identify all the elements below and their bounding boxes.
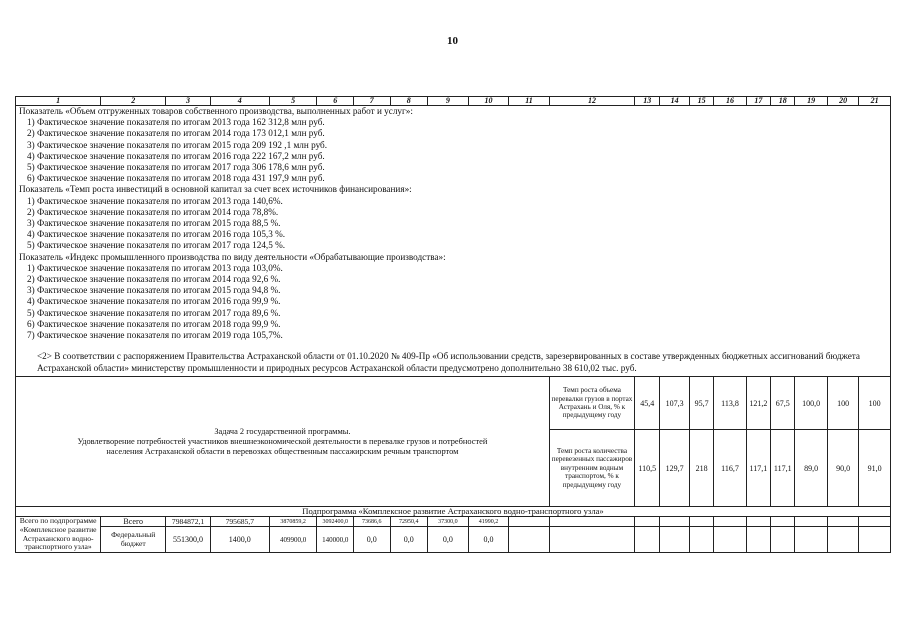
page-number: 10 (447, 35, 458, 47)
column-number: 5 (269, 97, 317, 106)
empty-cell (746, 517, 770, 527)
funding-value: 140000,0 (317, 527, 354, 553)
column-number: 1 (16, 97, 101, 106)
indicator-group-title: Показатель «Объем отгруженных товаров собственного производства, выполненных работ и услуг»: (19, 106, 413, 116)
subprogram-total-row (16, 517, 891, 527)
indicator-value: 100 (859, 377, 891, 430)
funding-value: 0,0 (468, 527, 509, 553)
indicator-value: 113,8 (714, 377, 746, 430)
indicator-line: 6) Фактическое значение показателя по итогам 2018 года 431 197,9 млн руб. (27, 173, 325, 184)
empty-cell (549, 517, 634, 527)
column-number: 18 (771, 97, 795, 106)
column-number: 21 (859, 97, 891, 106)
indicator-line: 1) Фактическое значение показателя по итогам 2013 года 162 312,8 млн руб. (27, 117, 325, 128)
empty-cell (660, 527, 689, 553)
empty-cell (635, 527, 660, 553)
column-number: 16 (714, 97, 746, 106)
column-number: 12 (549, 97, 634, 106)
empty-cell (714, 517, 746, 527)
subprogram-title: Подпрограмма «Комплексное развитие Астраханского водно-транспортного узла» (16, 507, 891, 517)
indicator-line: 5) Фактическое значение показателя по итогам 2017 года 124,5 %. (27, 240, 286, 251)
funding-value: 3092400,0 (317, 517, 354, 527)
indicator-group-title: Показатель «Индекс промышленного производства по виду деятельности «Обрабатывающие производства»: (19, 251, 446, 262)
column-number: 15 (689, 97, 713, 106)
empty-cell (795, 517, 827, 527)
funding-value: 73686,6 (353, 517, 390, 527)
column-number: 2 (101, 97, 166, 106)
indicator-line: 1) Фактическое значение показателя по итогам 2013 года 103,0%. (27, 262, 283, 273)
indicator-group-title: Показатель «Темп роста инвестиций в основной капитал за счет всех источников финансирования»: (19, 184, 412, 195)
footnote: <2> В соответствии с распоряжением Правительства Астраханской области от 01.10.2020 № 409-Пр «Об использовании средств, зарезервированных в составе утвержденных бюджетных ассигнований бюджета Астраханской области» министерству промышленности и природных ресурсов Астраханской области предусмотрено дополнительно 38 610,02 тыс. руб. (37, 351, 861, 373)
column-number: 9 (428, 97, 469, 106)
indicator-value: 100,0 (795, 377, 827, 430)
indicator-value: 67,5 (771, 377, 795, 430)
indicator-line: 3) Фактическое значение показателя по итогам 2015 года 94,8 %. (27, 285, 281, 296)
empty-cell (746, 527, 770, 553)
indicator-value: 117,1 (771, 430, 795, 507)
indicator-value: 116,7 (714, 430, 746, 507)
indicator-line: 2) Фактическое значение показателя по итогам 2014 года 173 012,1 млн руб. (27, 128, 325, 139)
funding-value: 0,0 (390, 527, 428, 553)
indicator-name: Темп роста объема перевалки грузов в портах Астрахань и Оля, % к предыдущему году (549, 377, 634, 430)
indicator-line: 3) Фактическое значение показателя по итогам 2015 года 88,5 %. (27, 218, 281, 229)
task-row-1 (16, 377, 891, 430)
indicator-line: 6) Фактическое значение показателя по итогам 2018 года 99,9 %. (27, 318, 281, 329)
empty-cell (859, 527, 891, 553)
empty-cell (509, 527, 550, 553)
column-number: 6 (317, 97, 354, 106)
column-number: 8 (390, 97, 428, 106)
indicator-line: 4) Фактическое значение показателя по итогам 2016 года 105,3 %. (27, 229, 286, 240)
indicator-line: 5) Фактическое значение показателя по итогам 2017 года 306 178,6 млн руб. (27, 162, 325, 173)
indicator-value: 121,2 (746, 377, 770, 430)
empty-cell (660, 517, 689, 527)
column-number: 13 (635, 97, 660, 106)
subprogram-row-label: Всего по подпрограмме «Комплексное развитие Астраханского водно-транспортного узла» (16, 517, 101, 553)
indicator-line: 2) Фактическое значение показателя по итогам 2014 года 78,8%. (27, 206, 279, 217)
column-number: 19 (795, 97, 827, 106)
funding-value: 1400,0 (210, 527, 269, 553)
subprogram-title-row (16, 507, 891, 517)
funding-value: 7984872,1 (166, 517, 211, 527)
funding-value: 795685,7 (210, 517, 269, 527)
empty-cell (714, 527, 746, 553)
funding-value: 551300,0 (166, 527, 211, 553)
column-number: 14 (660, 97, 689, 106)
funding-value: 3870859,2 (269, 517, 317, 527)
empty-cell (689, 517, 713, 527)
column-number: 4 (210, 97, 269, 106)
empty-cell (689, 527, 713, 553)
empty-cell (771, 517, 795, 527)
column-number: 20 (827, 97, 858, 106)
empty-cell (827, 527, 858, 553)
funding-value: 72950,4 (390, 517, 428, 527)
indicator-value: 110,5 (635, 430, 660, 507)
empty-cell (771, 527, 795, 553)
column-number: 3 (166, 97, 211, 106)
indicator-notes-row (16, 106, 891, 377)
indicator-line: 4) Фактическое значение показателя по итогам 2016 года 99,9 %. (27, 296, 281, 307)
indicator-line: 7) Фактическое значение показателя по итогам 2019 года 105,7%. (27, 330, 283, 341)
indicator-line: 4) Фактическое значение показателя по итогам 2016 года 222 167,2 млн руб. (27, 150, 325, 161)
indicator-value: 95,7 (689, 377, 713, 430)
subprogram-federal-row (16, 527, 891, 553)
indicator-line: 3) Фактическое значение показателя по итогам 2015 года 209 192 ,1 млн руб. (27, 139, 328, 150)
indicator-value: 129,7 (660, 430, 689, 507)
indicator-value: 89,0 (795, 430, 827, 507)
funding-source: Всего (101, 517, 166, 527)
indicator-name: Темп роста количества перевезенных пассажиров внутренним водным транспортом, % к предыдущему году (549, 430, 634, 507)
empty-cell (859, 517, 891, 527)
empty-cell (827, 517, 858, 527)
column-number: 10 (468, 97, 509, 106)
funding-value: 409900,0 (269, 527, 317, 553)
indicator-line: 2) Фактическое значение показателя по итогам 2014 года 92,6 %. (27, 274, 281, 285)
indicator-value: 218 (689, 430, 713, 507)
indicator-value: 107,3 (660, 377, 689, 430)
program-table (15, 96, 891, 553)
empty-cell (795, 527, 827, 553)
task-title: Задача 2 государственной программы. (214, 426, 351, 436)
indicator-value: 100 (827, 377, 858, 430)
column-number: 11 (509, 97, 550, 106)
funding-value: 37300,0 (428, 517, 469, 527)
funding-value: 41990,2 (468, 517, 509, 527)
indicator-notes-cell (16, 106, 891, 377)
indicator-value: 90,0 (827, 430, 858, 507)
column-number-row (16, 97, 891, 106)
indicator-line: 5) Фактическое значение показателя по итогам 2017 года 89,6 %. (27, 307, 281, 318)
empty-cell (509, 517, 550, 527)
indicator-value: 91,0 (859, 430, 891, 507)
funding-value: 0,0 (353, 527, 390, 553)
indicator-line: 1) Фактическое значение показателя по итогам 2013 года 140,6%. (27, 195, 283, 206)
task-description: Удовлетворение потребностей участников внешнеэкономической деятельности в перевалке грузов и потребностей населения Астраханской области в перевозках общественным пассажирским речным транспортом (77, 436, 488, 456)
indicator-value: 45,4 (635, 377, 660, 430)
funding-source: Федеральный бюджет (101, 527, 166, 553)
column-number: 7 (353, 97, 390, 106)
funding-value: 0,0 (428, 527, 469, 553)
empty-cell (635, 517, 660, 527)
task-cell (16, 377, 550, 507)
column-number: 17 (746, 97, 770, 106)
empty-cell (549, 527, 634, 553)
indicator-value: 117,1 (746, 430, 770, 507)
